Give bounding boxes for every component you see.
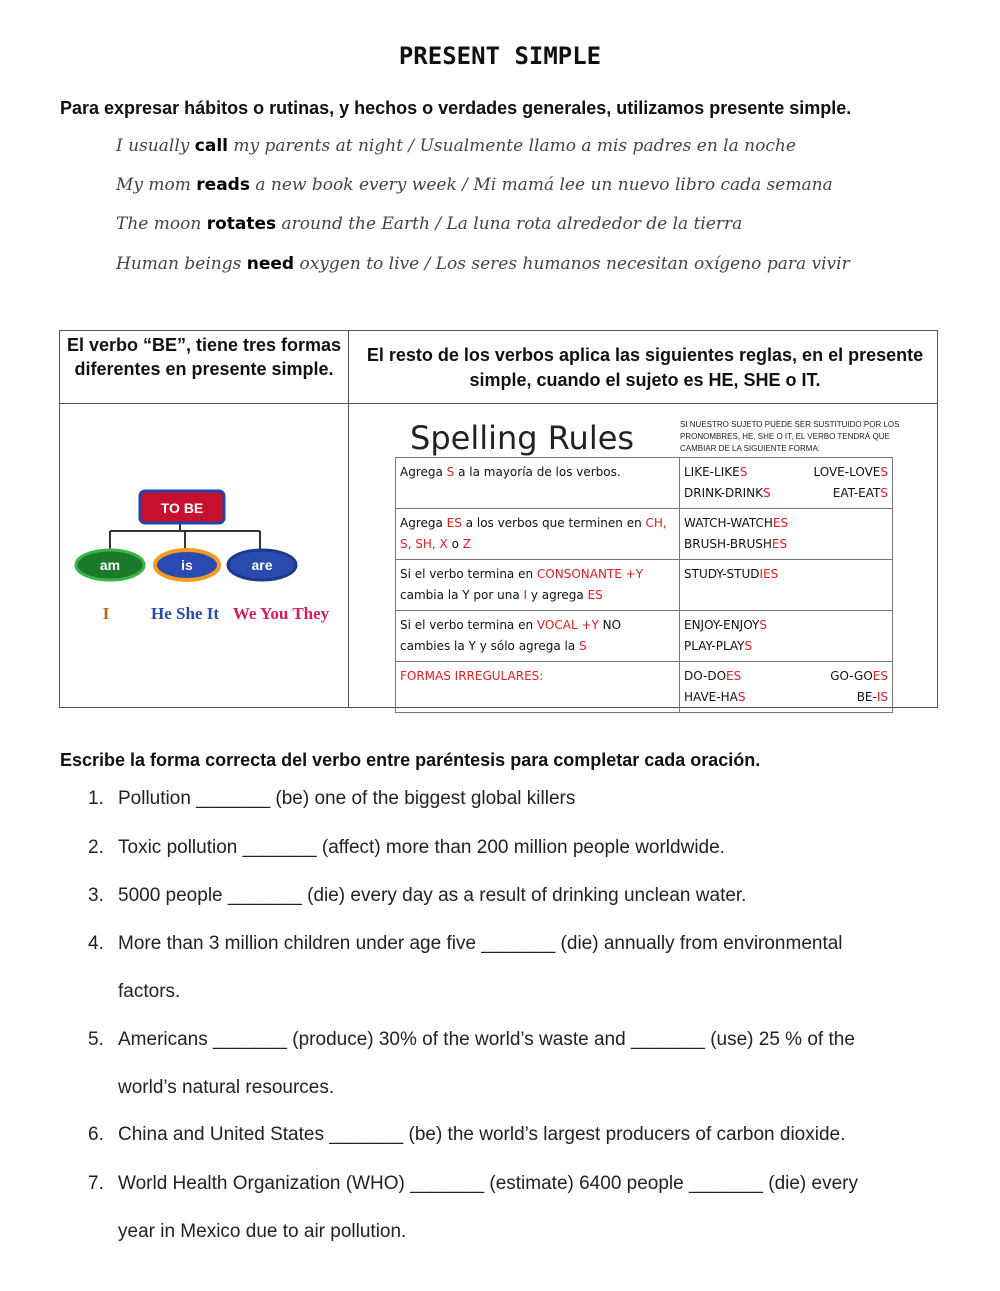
verb-example: DO-DOES xyxy=(684,669,742,683)
subject-we-you-they: We You They xyxy=(232,604,330,623)
example-cell xyxy=(680,509,893,560)
rule-text: Si el verbo termina en xyxy=(400,567,537,581)
example-verb: call xyxy=(194,136,228,156)
example-text: around the Earth / La luna rota alrededor de la tierra xyxy=(276,214,743,234)
am-label: am xyxy=(99,557,121,573)
rule-text: o xyxy=(447,537,463,551)
example-text: I usually xyxy=(116,136,195,156)
verb-example: ENJOY-ENJOYS xyxy=(684,618,767,632)
example-text: my parents at night / Usualmente llamo a mis padres en la noche xyxy=(227,136,796,156)
spelling-rules-title: Spelling Rules xyxy=(410,419,635,457)
exercise-title: Escribe la forma correcta del verbo entre paréntesis para completar cada oración. xyxy=(60,750,761,770)
rule-text: a los verbos que terminen en xyxy=(461,516,646,530)
example-text: The moon xyxy=(116,214,207,234)
question-text: Americans _______ (produce) 30% of the world’s waste and _______ (use) 25 % of the xyxy=(118,1029,855,1050)
rule-text: y agrega xyxy=(527,588,588,602)
verb-example: DRINK-DRINKS xyxy=(684,486,771,500)
is-label: is xyxy=(181,557,193,573)
example-cell xyxy=(680,662,893,713)
question-number: 7. xyxy=(88,1173,104,1194)
question-text: 5000 people _______ (die) every day as a result of drinking unclean water. xyxy=(118,885,747,906)
list-item xyxy=(88,788,948,810)
list-item xyxy=(88,1173,948,1195)
subject-he-she-it: He She It xyxy=(151,604,219,623)
verb-example: STUDY-STUDIES xyxy=(684,567,779,581)
question-continuation: factors. xyxy=(118,981,181,1002)
rule-highlight: Z xyxy=(462,537,471,551)
table-divider xyxy=(348,331,349,707)
spelling-rules-table xyxy=(395,457,893,713)
list-item xyxy=(88,1124,948,1146)
subject-i: I xyxy=(102,604,110,623)
rule-text: cambia la Y por una xyxy=(400,588,524,602)
intro-text: Para expresar hábitos o rutinas, y hechos o verdades generales, utilizamos presente simple. xyxy=(60,98,852,118)
example-sentence xyxy=(116,254,850,274)
verb-example: PLAY-PLAYS xyxy=(684,639,753,653)
rule-highlight: I xyxy=(523,588,528,602)
rule-highlight: S xyxy=(579,639,587,653)
verb-example: LOVE-LOVES xyxy=(813,465,888,479)
spelling-rules-note: SI NUESTRO SUJETO PUEDE SER SUSTITUIDO POR LOS PRONOMBRES, HE, SHE O IT, EL VERBO TENDRÁ QUE CAMBIAR DE LA SIGUIENTE FORMA: xyxy=(680,420,900,453)
rule-highlight: CONSONANTE +Y xyxy=(536,567,644,581)
rule-cell xyxy=(396,458,680,509)
table-row xyxy=(396,560,893,611)
question-text: Pollution _______ (be) one of the biggest global killers xyxy=(118,788,576,809)
grammar-table xyxy=(59,330,938,708)
rule-cell xyxy=(396,509,680,560)
example-text: My mom xyxy=(116,175,197,195)
question-text: World Health Organization (WHO) _______ (estimate) 6400 people _______ (die) every xyxy=(118,1173,858,1194)
question-number: 5. xyxy=(88,1029,104,1050)
be-header: El verbo “BE”, tiene tres formas diferentes en presente simple. xyxy=(66,335,342,379)
verb-example: GO-GOES xyxy=(830,669,888,683)
verb-example: EAT-EATS xyxy=(832,486,888,500)
to-be-diagram xyxy=(70,481,340,631)
list-item xyxy=(88,1029,948,1051)
example-cell xyxy=(680,560,893,611)
rule-highlight: ES xyxy=(587,588,603,602)
table-row xyxy=(396,458,893,509)
example-text: Human beings xyxy=(116,254,247,274)
rule-cell xyxy=(396,611,680,662)
rule-cell xyxy=(396,662,680,713)
verb-example: LIKE-LIKES xyxy=(684,465,748,479)
rules-header: El resto de los verbos aplica las siguientes reglas, en el presente simple, cuando el sujeto es HE, SHE o IT. xyxy=(366,345,924,390)
example-verb: rotates xyxy=(206,214,277,234)
question-number: 1. xyxy=(88,788,104,809)
example-cell xyxy=(680,458,893,509)
verb-example: WATCH-WATCHES xyxy=(684,516,789,530)
rule-highlight: ES xyxy=(446,516,462,530)
rule-highlight: FORMAS IRREGULARES: xyxy=(400,669,544,683)
list-item xyxy=(88,885,948,907)
list-item xyxy=(88,837,948,859)
question-text: China and United States _______ (be) the world’s largest producers of carbon dioxide. xyxy=(118,1124,846,1145)
question-number: 3. xyxy=(88,885,104,906)
example-sentence xyxy=(116,175,833,195)
rule-cell xyxy=(396,560,680,611)
question-number: 4. xyxy=(88,933,104,954)
question-text: Toxic pollution _______ (affect) more than 200 million people worldwide. xyxy=(118,837,725,858)
verb-example: BRUSH-BRUSHES xyxy=(684,537,788,551)
rule-highlight: VOCAL +Y xyxy=(536,618,599,632)
table-divider xyxy=(60,403,937,404)
to-be-label: TO BE xyxy=(160,500,204,516)
rule-highlight: CH, S, SH, X xyxy=(400,516,667,551)
example-sentence xyxy=(116,136,796,156)
page-title: PRESENT SIMPLE xyxy=(398,42,602,70)
question-number: 2. xyxy=(88,837,104,858)
rule-text: Si el verbo termina en xyxy=(400,618,537,632)
rule-text: Agrega xyxy=(400,516,447,530)
question-continuation: world’s natural resources. xyxy=(118,1077,335,1098)
question-number: 6. xyxy=(88,1124,104,1145)
list-item xyxy=(88,933,948,955)
example-verb: need xyxy=(246,254,295,274)
table-row xyxy=(396,611,893,662)
rule-text: Agrega xyxy=(400,465,447,479)
question-continuation: year in Mexico due to air pollution. xyxy=(118,1221,407,1242)
example-cell xyxy=(680,611,893,662)
verb-example: BE-IS xyxy=(856,690,888,704)
rule-text: NO cambies la Y y sólo agrega la xyxy=(400,618,622,653)
rule-highlight: S xyxy=(446,465,455,479)
example-text: a new book every week / Mi mamá lee un nuevo libro cada semana xyxy=(249,175,833,195)
example-sentence xyxy=(116,214,742,234)
example-verb: reads xyxy=(196,175,250,195)
example-text: oxygen to live / Los seres humanos necesitan oxígeno para vivir xyxy=(294,254,850,274)
rule-text: a la mayoría de los verbos. xyxy=(454,465,621,479)
question-text: More than 3 million children under age five _______ (die) annually from environmental xyxy=(118,933,843,954)
verb-example: HAVE-HAS xyxy=(684,690,746,704)
table-row xyxy=(396,509,893,560)
are-label: are xyxy=(251,557,273,573)
table-row xyxy=(396,662,893,713)
